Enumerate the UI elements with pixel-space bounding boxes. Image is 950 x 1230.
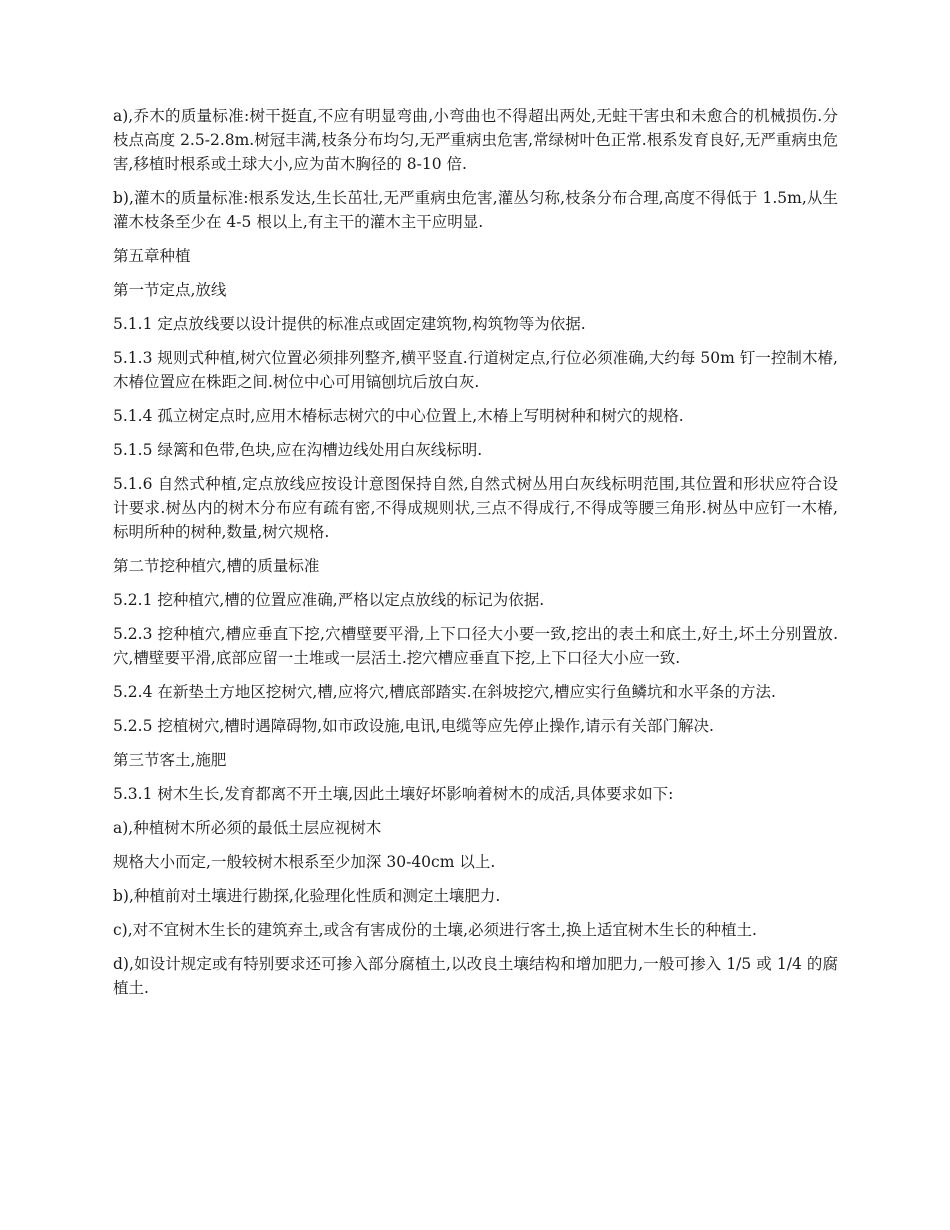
section-heading: 第三节客土,施肥 — [113, 751, 227, 769]
section-heading: 第一节定点,放线 — [113, 281, 227, 299]
paragraph-list-item: d),如设计规定或有特别要求还可掺入部分腐植土,以改良土壤结构和增加肥力,一般可掺入 1/5 或 1/4 的腐植土. — [113, 955, 838, 997]
paragraph-clause: 5.3.1 树木生长,发育都离不开土壤,因此土壤好坏影响着树木的成活,具体要求如下: — [113, 785, 674, 803]
paragraph-list-item: 规格大小而定,一般较树木根系至少加深 30-40cm 以上. — [113, 853, 496, 871]
paragraph-clause: 5.1.6 自然式种植,定点放线应按设计意图保持自然,自然式树丛用白灰线标明范围,其位置和形状应符合设计要求.树丛内的树木分布应有疏有密,不得成规则状,三点不得成行,不得成等腰三角形.树丛中应钉一木椿,标明所种的树种,数量,树穴规格. — [113, 475, 838, 541]
paragraph-shrub-quality: b),灌木的质量标准:根系发达,生长茁壮,无严重病虫危害,灌丛匀称,枝条分布合理,高度不得低于 1.5m,从生灌木枝条至少在 4-5 根以上,有主干的灌木主干应明显. — [113, 189, 838, 231]
document-page — [113, 104, 838, 1010]
paragraph-list-item: b),种植前对土壤进行勘探,化验理化性质和测定土壤肥力. — [113, 887, 501, 905]
paragraph-tree-quality: a),乔木的质量标准:树干挺直,不应有明显弯曲,小弯曲也不得超出两处,无蛀干害虫和未愈合的机械损伤.分枝点高度 2.5-2.8m.树冠丰满,枝条分布均匀,无严重病虫危害,常绿树叶色正常.根系发育良好,无严重病虫危害,移植时根系或土球大小,应为苗木胸径的 8-10 倍. — [113, 107, 838, 173]
paragraph-list-item: a),种植树木所必须的最低土层应视树木 — [113, 819, 382, 837]
paragraph-clause: 5.1.3 规则式种植,树穴位置必须排列整齐,横平竖直.行道树定点,行位必须准确,大约每 50m 钉一控制木椿,木椿位置应在株距之间.树位中心可用镐刨坑后放白灰. — [113, 349, 838, 391]
paragraph-clause: 5.1.5 绿篱和色带,色块,应在沟槽边线处用白灰线标明. — [113, 441, 483, 459]
chapter-heading: 第五章种植 — [113, 247, 191, 265]
paragraph-list-item: c),对不宜树木生长的建筑弃土,或含有害成份的土壤,必须进行客土,换上适宜树木生长的种植土. — [113, 921, 757, 939]
paragraph-clause: 5.2.5 挖植树穴,槽时遇障碍物,如市政设施,电讯,电缆等应先停止操作,请示有关部门解决. — [113, 717, 714, 735]
section-heading: 第二节挖种植穴,槽的质量标准 — [113, 557, 320, 575]
paragraph-clause: 5.1.4 孤立树定点时,应用木椿标志树穴的中心位置上,木椿上写明树种和树穴的规格. — [113, 407, 684, 425]
paragraph-clause: 5.2.1 挖种植穴,槽的位置应准确,严格以定点放线的标记为依据. — [113, 591, 545, 609]
paragraph-clause: 5.1.1 定点放线要以设计提供的标准点或固定建筑物,构筑物等为依据. — [113, 315, 586, 333]
paragraph-clause: 5.2.3 挖种植穴,槽应垂直下挖,穴槽壁要平滑,上下口径大小要一致,挖出的表土和底土,好土,坏土分别置放.穴,槽壁要平滑,底部应留一土堆或一层活土.挖穴槽应垂直下挖,上下口径大小应一致. — [113, 625, 838, 667]
paragraph-clause: 5.2.4 在新垫土方地区挖树穴,槽,应将穴,槽底部踏实.在斜坡挖穴,槽应实行鱼鳞坑和水平条的方法. — [113, 683, 776, 701]
